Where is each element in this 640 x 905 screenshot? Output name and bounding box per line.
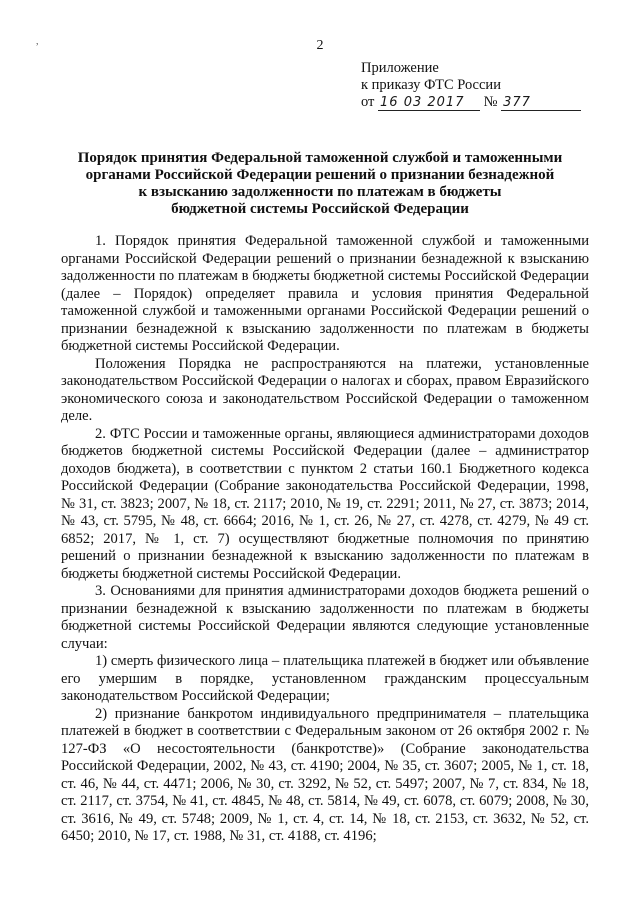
title-line: Порядок принятия Федеральной таможенной службой и таможенными <box>77 150 563 166</box>
date-prefix: от <box>361 94 375 110</box>
title-line: бюджетной системы Российской Федерации <box>171 201 469 217</box>
title-line: органами Российской Федерации решений о признании безнадежной <box>85 167 555 183</box>
document-body <box>61 233 589 846</box>
document-title <box>60 150 580 218</box>
order-date-field <box>378 95 480 111</box>
paragraph-case-1-death: 1) смерть физического лица – плательщика платежей в бюджет или объявление его умершим в порядке, установленном гражданским процессуальным законодательством Российской Федерации; <box>61 653 589 704</box>
paragraph-scope-exclusion: Положения Порядка не распространяются на платежи, установленные законодательством Российской Федерации о налогах и сборах, правом Евразийского экономического союза и законодательством Российской Федерации о таможенном деле. <box>61 355 589 424</box>
paragraph-2-administrators: 2. ФТС России и таможенные органы, являющиеся администраторами доходов бюджетов бюджетной системы Российской Федерации (далее – администратор доходов бюджета), в соответствии с пунктом 2 статьи 160.1 Бюджетного кодекса Российской Федерации (Собрание законодательства Российской Федерации, 1998, № 31, ст. 3823; 2007, № 18, ст. 2117; 2010, № 19, ст. 2291; 2011, № 27, ст. 3873; 2014, № 43, ст. 5795, № 48, ст. 6664; 2016, № 1, ст. 26, № 27, ст. 4278, ст. 4279, № 49 ст. 6852; 2017, № 1, ст. 7) осуществляют бюджетные полномочия по принятию решений о признании безнадежной к взысканию задолженности по платежам в бюджеты бюджетной системы Российской Федерации. <box>61 425 589 582</box>
appendix-header <box>361 60 611 111</box>
paragraph-3-grounds: 3. Основаниями для принятия администраторами доходов бюджета решений о признании безнадежной к взысканию задолженности по платежам в бюджеты бюджетной системы Российской Федерации являются следующие установленные случаи: <box>61 583 589 652</box>
number-sign: № <box>483 94 498 110</box>
order-number-field <box>501 95 581 111</box>
title-line: к взысканию задолженности по платежам в бюджеты <box>138 184 502 200</box>
paragraph-1-purpose: 1. Порядок принятия Федеральной таможенной службой и таможенными органами Российской Федерации решений о признании безнадежной к взысканию задолженности по платежам в бюджеты бюджетной системы Российской Федерации (далее – Порядок) определяет правила и условия принятия Федеральной таможенной службой и таможенными органами Российской Федерации решений о признании безнадежной к взысканию задолженности по платежам в бюджеты бюджетной системы Российской Федерации. <box>61 233 589 354</box>
page-number: 2 <box>316 38 324 53</box>
order-date-line <box>361 94 611 111</box>
scan-mark: , <box>36 36 39 47</box>
appendix-order-reference: к приказу ФТС России <box>361 77 501 93</box>
paragraph-case-2-bankruptcy: 2) признание банкротом индивидуального предпринимателя – плательщика платежей в бюджет в соответствии с Федеральным законом от 26 октября 2002 г. № 127-ФЗ «О несостоятельности (банкротстве)» (Собрание законодательства Российской Федерации, 2002, № 43, ст. 4190; 2004, № 35, ст. 3607; 2005, № 1, ст. 18, ст. 46, № 44, ст. 4471; 2006, № 30, ст. 3292, № 52, ст. 5497; 2007, № 7, ст. 834, № 18, ст. 2117, ст. 3754, № 41, ст. 4845, № 48, ст. 5814, № 49, ст. 6078, ст. 6079; 2008, № 30, ст. 3616, № 49, ст. 5748; 2009, № 1, ст. 4, ст. 14, № 18, ст. 2153, ст. 3632, № 52, ст. 6450; 2010, № 17, ст. 1988, № 31, ст. 4188, ст. 4196; <box>61 705 589 844</box>
handwritten-number: 377 <box>503 95 531 110</box>
handwritten-date: 16 03 2017 <box>380 95 465 110</box>
appendix-label: Приложение <box>361 60 439 76</box>
